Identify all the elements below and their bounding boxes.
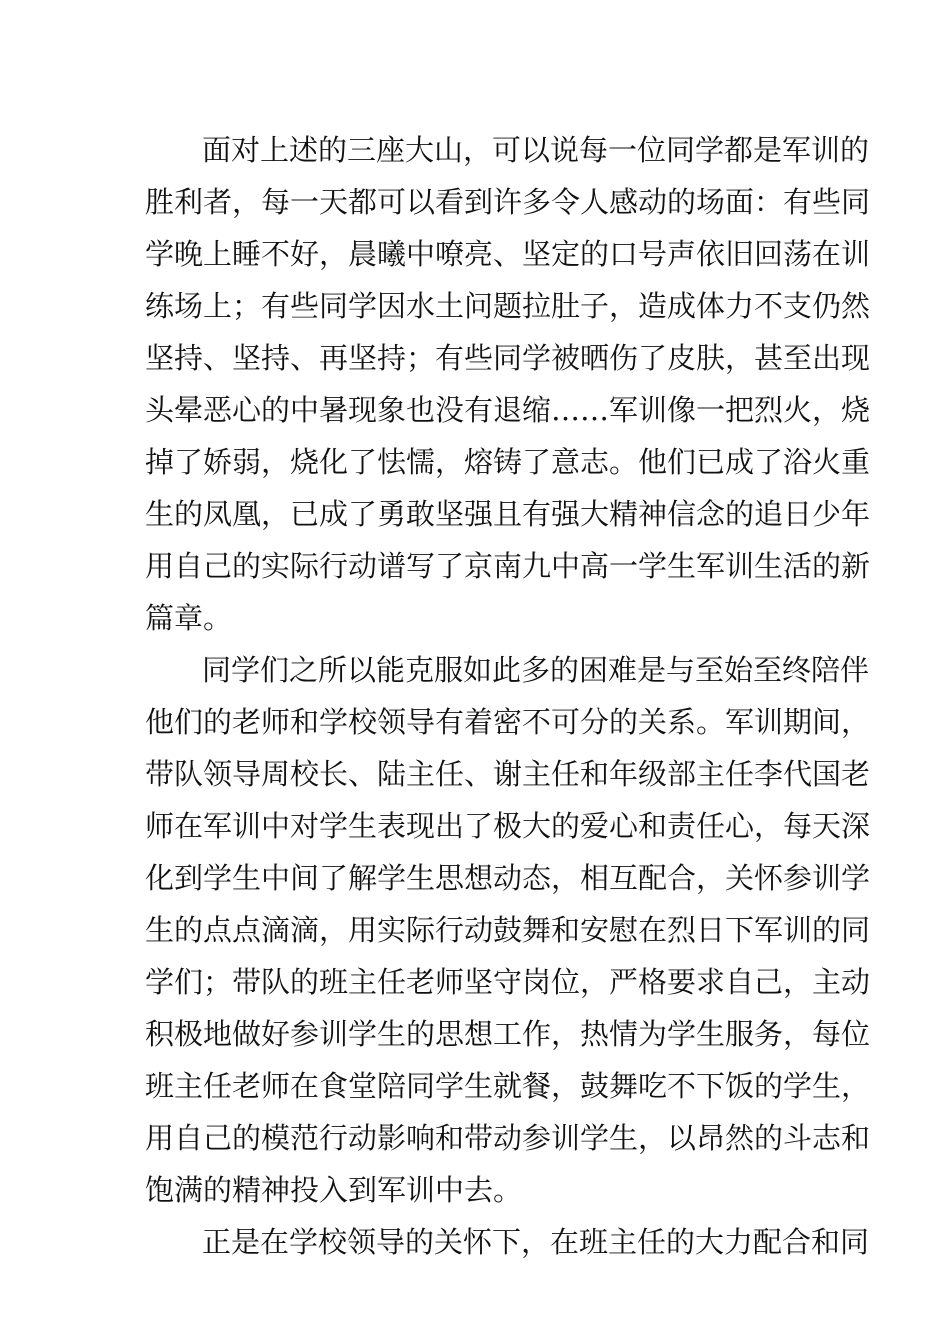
text-line: 师在军训中对学生表现出了极大的爱心和责任心，每天深 — [145, 809, 871, 843]
text-line: 面对上述的三座大山，可以说每一位同学都是军训的 — [202, 133, 870, 167]
text-line: 积极地做好参训学生的思想工作，热情为学生服务，每位 — [145, 1017, 871, 1051]
text-line: 班主任老师在食堂陪同学生就餐，鼓舞吃不下饭的学生， — [145, 1069, 871, 1103]
text-line: 化到学生中间了解学生思想动态，相互配合，关怀参训学 — [145, 861, 871, 895]
text-line: 正是在学校领导的关怀下，在班主任的大力配合和同 — [202, 1225, 870, 1259]
text-line: 头晕恶心的中暑现象也没有退缩……军训像一把烈火，烧 — [145, 393, 871, 427]
text-line: 练场上；有些同学因水土问题拉肚子，造成体力不支仍然 — [145, 289, 871, 323]
text-line: 篇章。 — [145, 601, 233, 635]
text-line: 用自己的模范行动影响和带动参训学生，以昂然的斗志和 — [145, 1121, 871, 1155]
text-line: 生的点点滴滴，用实际行动鼓舞和安慰在烈日下军训的同 — [145, 913, 871, 947]
text-line: 带队领导周校长、陆主任、谢主任和年级部主任李代国老 — [145, 757, 871, 791]
text-line: 学们；带队的班主任老师坚守岗位，严格要求自己，主动 — [145, 965, 871, 999]
text-line: 用自己的实际行动谱写了京南九中高一学生军训生活的新 — [145, 549, 871, 583]
text-line: 学晚上睡不好，晨曦中嘹亮、坚定的口号声依旧回荡在训 — [145, 237, 871, 271]
text-line: 饱满的精神投入到军训中去。 — [145, 1173, 523, 1207]
text-line: 同学们之所以能克服如此多的困难是与至始至终陪伴 — [202, 653, 870, 687]
text-line: 胜利者，每一天都可以看到许多令人感动的场面：有些同 — [145, 185, 871, 219]
text-line: 生的凤凰，已成了勇敢坚强且有强大精神信念的追日少年 — [145, 497, 871, 531]
text-line: 掉了娇弱，烧化了怯懦，熔铸了意志。他们已成了浴火重 — [145, 445, 871, 479]
text-line: 他们的老师和学校领导有着密不可分的关系。军训期间， — [145, 705, 871, 739]
text-line: 坚持、坚持、再坚持；有些同学被晒伤了皮肤，甚至出现 — [145, 341, 871, 375]
